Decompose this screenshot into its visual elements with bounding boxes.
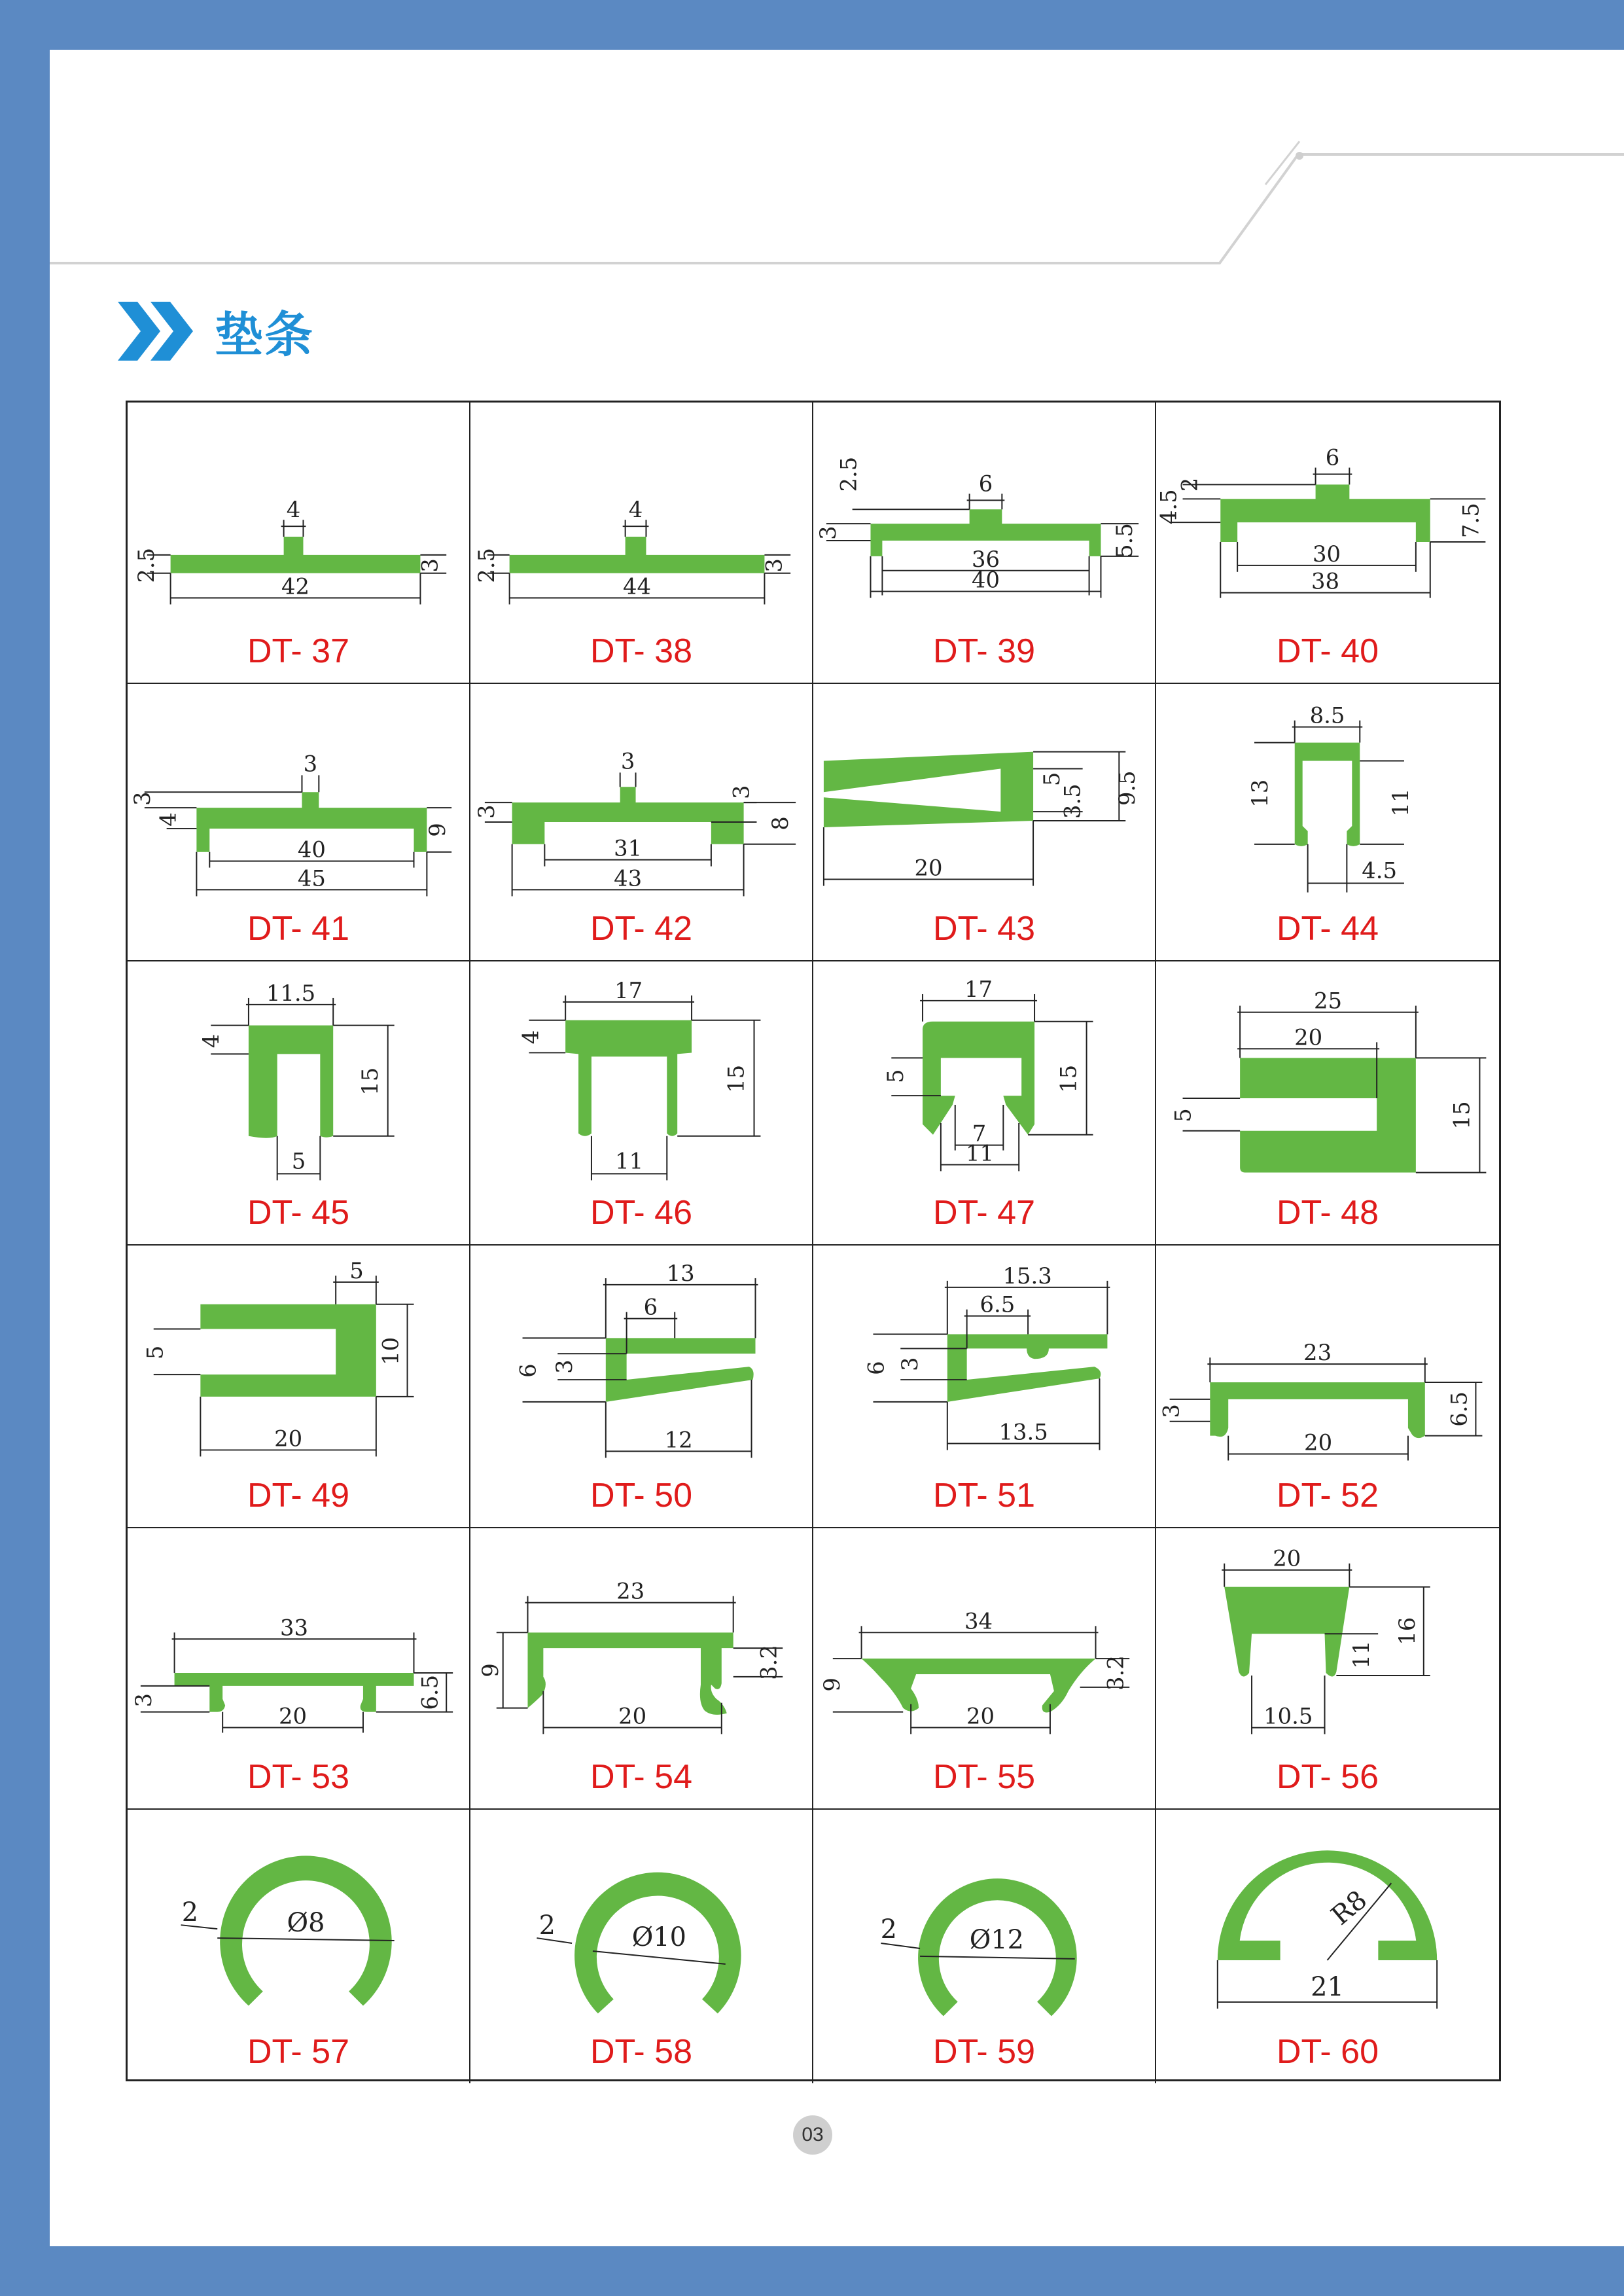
profile-code: DT- 51 — [932, 1477, 1036, 1515]
profile-card-dt-42 — [470, 684, 813, 961]
dimension-label: 15 — [723, 1064, 749, 1093]
dimension-label: 6 — [515, 1363, 541, 1378]
profile-card-dt-55 — [813, 1528, 1156, 1810]
profile-grid — [126, 401, 1501, 2081]
dimension-label: 40 — [971, 567, 1000, 593]
profile-card-dt-45 — [128, 961, 470, 1246]
dimension-label: 34 — [964, 1608, 993, 1634]
profile-code: DT- 49 — [247, 1477, 350, 1515]
double-chevron-right-icon — [118, 302, 196, 361]
dimension-label: 3.2 — [1103, 1655, 1129, 1691]
dimension-label: 8 — [768, 816, 794, 831]
dimension-label: 40 — [297, 836, 326, 863]
profile-card-dt-46 — [470, 961, 813, 1246]
dimension-label: 3.5 — [1059, 783, 1086, 819]
dimension-label: 3 — [620, 748, 635, 774]
dimension-label: 42 — [281, 573, 310, 600]
profile-code: DT- 44 — [1276, 910, 1379, 948]
dimension-label: 4 — [198, 1033, 224, 1049]
profile-code: DT- 56 — [1276, 1758, 1379, 1796]
dimension-label: 13.5 — [998, 1419, 1048, 1445]
dimension-label: 17 — [614, 977, 643, 1003]
dimension-label: 5 — [349, 1257, 364, 1283]
dimension-label: 12 — [664, 1427, 693, 1453]
dimension-label: 3 — [129, 791, 155, 806]
dimension-label: 4.5 — [1156, 489, 1182, 525]
dimension-label: 44 — [623, 573, 652, 600]
dimension-label: 6 — [1325, 444, 1340, 471]
dimension-label: 11.5 — [266, 980, 316, 1006]
blue-frame-left — [0, 0, 50, 2296]
dimension-label: 38 — [1311, 568, 1340, 594]
dimension-label: 11 — [1387, 788, 1413, 817]
profile-code: DT- 54 — [590, 1758, 693, 1796]
profile-code: DT- 41 — [247, 910, 350, 948]
dimension-label: 3 — [303, 751, 318, 777]
dimension-label: 9 — [477, 1663, 503, 1677]
dimension-label: 21 — [1311, 1971, 1344, 2002]
profile-card-dt-38 — [470, 403, 813, 684]
dimension-label: 20 — [914, 855, 943, 881]
profile-code: DT- 39 — [932, 632, 1036, 670]
dimension-label: 3 — [728, 785, 754, 800]
profile-code: DT- 45 — [247, 1194, 350, 1232]
dimension-label: 3 — [552, 1359, 578, 1374]
dimension-label: 3 — [130, 1693, 156, 1708]
dimension-label: 4 — [155, 812, 181, 827]
dimension-label: 4 — [518, 1030, 544, 1045]
dimension-label: 20 — [966, 1703, 995, 1729]
dimension-label: 30 — [1312, 541, 1341, 567]
dimension-label: 9.5 — [1114, 770, 1140, 806]
dimension-label: 3.2 — [756, 1645, 782, 1680]
dimension-label: 43 — [614, 865, 643, 891]
profile-card-dt-51 — [813, 1246, 1156, 1528]
dimension-label: R8 — [1326, 1884, 1373, 1931]
profile-card-dt-50 — [470, 1246, 813, 1528]
profile-code: DT- 40 — [1276, 632, 1379, 670]
blue-frame-bottom — [0, 2246, 1624, 2296]
dimension-label: 5.5 — [1112, 523, 1138, 558]
profile-card-dt-39 — [813, 403, 1156, 684]
dimension-label: 2 — [538, 1910, 556, 1941]
dimension-label: 13 — [666, 1260, 695, 1286]
dimension-label: 2.5 — [473, 547, 499, 583]
dimension-label: 4 — [286, 497, 301, 523]
dimension-label: 3 — [473, 804, 499, 819]
dimension-label: 4.5 — [1362, 857, 1398, 884]
dimension-label: 15 — [1449, 1101, 1475, 1130]
page-number: 03 — [793, 2115, 832, 2155]
dimension-label: 4 — [628, 497, 643, 523]
dimension-label: 3 — [897, 1357, 923, 1371]
dimension-label: 3 — [1158, 1404, 1184, 1418]
profile-code: DT- 38 — [590, 632, 693, 670]
profile-code: DT- 59 — [932, 2033, 1036, 2071]
profile-card-dt-44 — [1156, 684, 1499, 961]
dimension-label: 17 — [964, 976, 993, 1002]
dimension-label: 6.5 — [417, 1674, 443, 1710]
dimension-label: Ø10 — [631, 1922, 686, 1953]
dimension-label: 6 — [643, 1294, 658, 1320]
profile-code: DT- 60 — [1276, 2033, 1379, 2071]
dimension-label: 20 — [1294, 1024, 1323, 1050]
dimension-label: 5 — [883, 1069, 909, 1083]
dimension-label: 16 — [1394, 1617, 1420, 1645]
dimension-label: 8.5 — [1309, 702, 1345, 728]
dimension-label: 6 — [863, 1361, 889, 1375]
dimension-label: 5 — [1170, 1108, 1196, 1122]
dimension-label: 2.5 — [836, 456, 862, 492]
profile-code: DT- 37 — [247, 632, 350, 670]
profile-code: DT- 57 — [247, 2033, 350, 2071]
dimension-label: 20 — [1273, 1545, 1301, 1571]
dimension-label: 20 — [618, 1703, 647, 1729]
dimension-label: 7.5 — [1458, 503, 1484, 539]
dimension-label: Ø8 — [287, 1908, 325, 1939]
dimension-label: 5 — [291, 1148, 306, 1174]
profile-code: DT- 50 — [590, 1477, 693, 1515]
profile-card-dt-60 — [1156, 1810, 1499, 2083]
profile-code: DT- 52 — [1276, 1477, 1379, 1515]
dimension-label: 5 — [142, 1345, 168, 1360]
dimension-label: 7 — [972, 1121, 987, 1147]
dimension-label: 13 — [1246, 779, 1273, 808]
profile-card-dt-52 — [1156, 1246, 1499, 1528]
dimension-label: 11 — [966, 1140, 995, 1166]
profile-card-dt-47 — [813, 961, 1156, 1246]
dimension-label: 11 — [1349, 1640, 1375, 1669]
dimension-label: 6.5 — [980, 1291, 1015, 1318]
dimension-label: 23 — [1303, 1340, 1332, 1366]
profile-code: DT- 53 — [247, 1758, 350, 1796]
dimension-label: 5 — [1038, 772, 1065, 787]
dimension-label: 9 — [819, 1677, 845, 1692]
dimension-label: 9 — [425, 823, 451, 837]
dimension-label: 10.5 — [1263, 1703, 1313, 1729]
profile-code: DT- 43 — [932, 910, 1036, 948]
profile-card-dt-59 — [813, 1810, 1156, 2083]
profile-card-dt-37 — [128, 403, 470, 684]
dimension-label: 20 — [1304, 1429, 1333, 1456]
profile-card-dt-41 — [128, 684, 470, 961]
dimension-label: 2 — [181, 1897, 199, 1928]
dimension-label: 15 — [1055, 1064, 1082, 1093]
dimension-label: 2 — [1176, 477, 1203, 492]
profile-code: DT- 42 — [590, 910, 693, 948]
dimension-label: 3 — [417, 558, 443, 573]
dimension-label: 6 — [978, 471, 993, 497]
dimension-label: 20 — [279, 1703, 308, 1729]
dimension-label: 3 — [761, 558, 787, 573]
dimension-label: 11 — [615, 1148, 644, 1174]
profile-card-dt-49 — [128, 1246, 470, 1528]
profile-code: DT- 48 — [1276, 1194, 1379, 1232]
dimension-label: 33 — [280, 1615, 309, 1641]
dimension-label: 31 — [614, 835, 643, 861]
dimension-label: Ø12 — [969, 1924, 1024, 1955]
dimension-label: 36 — [971, 546, 1000, 572]
header-decoration-lines — [50, 50, 1624, 272]
dimension-label: 23 — [616, 1578, 645, 1604]
dimension-label: 10 — [378, 1336, 404, 1365]
section-title: 垫条 — [215, 307, 314, 363]
profile-card-dt-40 — [1156, 403, 1499, 684]
dimension-label: 45 — [297, 865, 326, 891]
dimension-label: 3 — [815, 526, 841, 540]
profile-code: DT- 58 — [590, 2033, 693, 2071]
profile-card-dt-57 — [128, 1810, 470, 2083]
profile-code: DT- 55 — [932, 1758, 1036, 1796]
profile-card-dt-54 — [470, 1528, 813, 1810]
dimension-label: 15 — [357, 1067, 383, 1096]
profile-card-dt-48 — [1156, 961, 1499, 1246]
dimension-label: 15.3 — [1002, 1263, 1052, 1289]
dimension-label: 6.5 — [1446, 1391, 1472, 1427]
dimension-label: 20 — [274, 1426, 303, 1452]
profile-card-dt-56 — [1156, 1528, 1499, 1810]
profile-code: DT- 46 — [590, 1194, 693, 1232]
profile-card-dt-58 — [470, 1810, 813, 2083]
profile-card-dt-43 — [813, 684, 1156, 961]
profile-code: DT- 47 — [932, 1194, 1036, 1232]
section-heading — [118, 298, 314, 364]
dimension-label: 2 — [880, 1914, 897, 1945]
profile-card-dt-53 — [128, 1528, 470, 1810]
dimension-label: 2.5 — [133, 547, 159, 583]
blue-frame-top — [0, 0, 1624, 50]
dimension-label: 25 — [1313, 988, 1343, 1014]
